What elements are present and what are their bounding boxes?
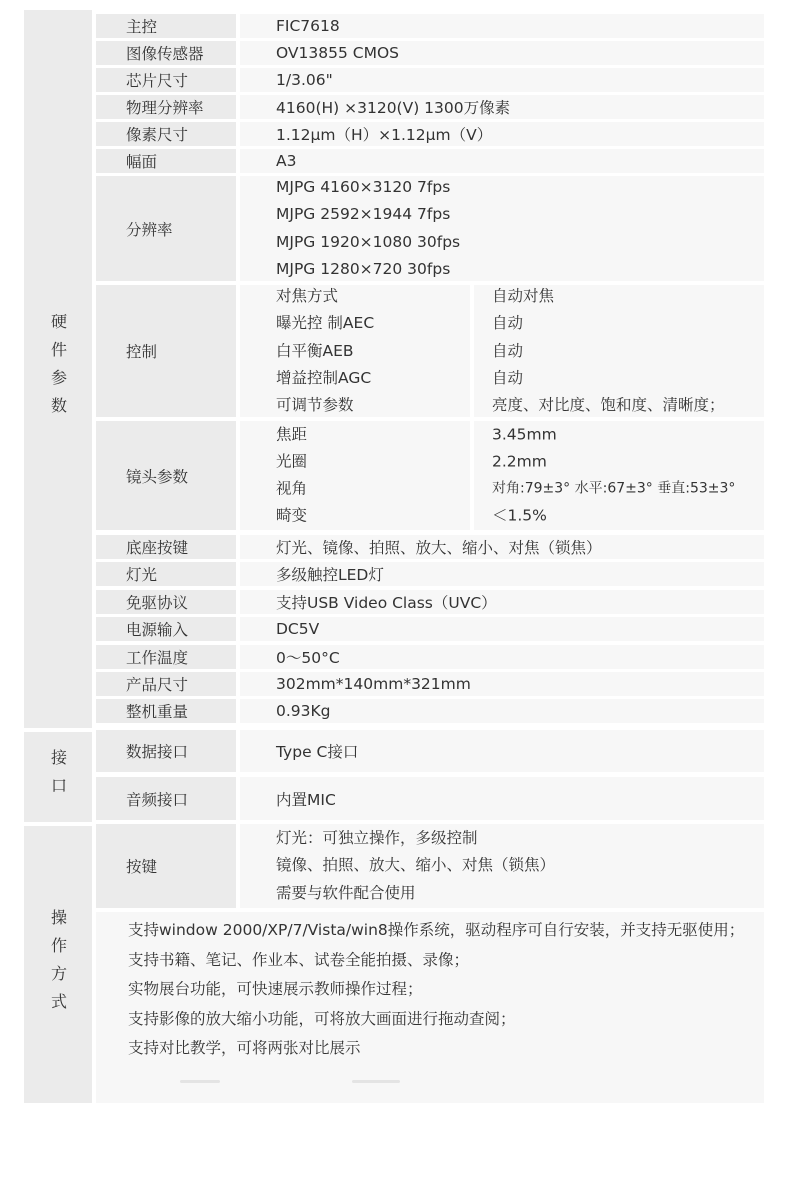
feature-line: 支持对比教学，可将两张对比展示 (128, 1039, 361, 1057)
control-value: 亮度、对比度、饱和度、清晰度； (492, 395, 725, 414)
control-value: 自动 (492, 314, 524, 333)
control-value: 自动对焦 (492, 286, 555, 305)
label-sensor: 图像传感器 (96, 41, 236, 65)
label-audio-port: 音频接口 (96, 777, 236, 820)
label-main-control: 主控 (96, 14, 236, 38)
keys-line: 镜像、拍照、放大、缩小、对焦（锁焦） (276, 856, 556, 875)
resolution-line: MJPG 1280×720 30fps (276, 259, 451, 278)
control-name: 对焦方式 (276, 286, 339, 305)
row-power-input (96, 617, 764, 641)
control-values (474, 285, 764, 417)
lens-value: 3.45mm (492, 424, 557, 443)
value-light: 多级触控LED灯 (240, 562, 764, 586)
row-format (96, 149, 764, 173)
control-name: 曝光控 制AEC (276, 314, 375, 333)
lens-name: 焦距 (276, 424, 308, 443)
value-base-buttons: 灯光、镜像、拍照、放大、缩小、对焦（锁焦） (240, 535, 764, 559)
group-operation-label: 操作方式 (48, 908, 68, 1021)
group-interface (24, 732, 92, 822)
row-lens (96, 421, 764, 530)
label-physical-resolution: 物理分辨率 (96, 95, 236, 119)
row-product-size (96, 672, 764, 696)
label-control: 控制 (96, 285, 236, 417)
row-base-buttons (96, 535, 764, 559)
lens-value: ＜1.5% (492, 506, 547, 525)
label-data-port: 数据接口 (96, 730, 236, 772)
feature-line: 实物展台功能，可快速展示教师操作过程； (128, 980, 423, 998)
label-format: 幅面 (96, 149, 236, 173)
value-main-control: FIC7618 (240, 14, 764, 38)
value-audio-port: 内置MIC (240, 777, 764, 820)
lens-name: 畸变 (276, 506, 308, 525)
label-lens: 镜头参数 (96, 421, 236, 530)
value-sensor: OV13855 CMOS (240, 41, 764, 65)
row-driver-free (96, 590, 764, 614)
label-pixel-size: 像素尺寸 (96, 122, 236, 146)
row-light (96, 562, 764, 586)
label-product-size: 产品尺寸 (96, 672, 236, 696)
label-weight: 整机重量 (96, 699, 236, 723)
resolution-line: MJPG 1920×1080 30fps (276, 232, 461, 251)
label-resolution: 分辨率 (96, 176, 236, 281)
feature-line: 支持书籍、笔记、作业本、试卷全能拍摄、录像； (128, 950, 470, 969)
lens-value: 对角:79±3° 水平:67±3° 垂直:53±3° (492, 480, 736, 497)
lens-name: 光圈 (276, 452, 308, 471)
scan-artifact (180, 1080, 220, 1083)
row-pixel-size (96, 122, 764, 146)
scan-artifact (352, 1080, 400, 1083)
row-chip-size (96, 68, 764, 92)
keys-line: 灯光：可独立操作，多级控制 (276, 828, 478, 847)
value-working-temp: 0～50°C (240, 645, 764, 669)
lens-grid (240, 421, 764, 530)
row-physical-resolution (96, 95, 764, 119)
control-grid (240, 285, 764, 417)
value-chip-size: 1/3.06" (240, 68, 764, 92)
row-sensor (96, 41, 764, 65)
value-physical-resolution: 4160(H) ×3120(V) 1300万像素 (240, 95, 764, 119)
resolution-line: MJPG 4160×3120 7fps (276, 177, 451, 196)
group-hardware-label: 硬件参数 (48, 313, 68, 425)
feature-line: 支持影像的放大缩小功能，可将放大画面进行拖动查阅； (128, 1009, 516, 1028)
value-resolution (240, 176, 764, 281)
feature-line: 支持window 2000/XP/7/Vista/win8操作系统，驱动程序可自行安装，并支持无驱使用； (128, 921, 745, 939)
control-name: 可调节参数 (276, 395, 354, 414)
label-light: 灯光 (96, 562, 236, 586)
label-base-buttons: 底座按键 (96, 535, 236, 559)
group-operation (24, 826, 92, 1103)
control-value: 自动 (492, 341, 524, 360)
label-keys: 按键 (96, 824, 236, 908)
lens-name: 视角 (276, 479, 308, 498)
value-product-size: 302mm*140mm*321mm (240, 672, 764, 696)
value-format: A3 (240, 149, 764, 173)
row-working-temp (96, 645, 764, 669)
row-resolution (96, 176, 764, 281)
label-power-input: 电源输入 (96, 617, 236, 641)
label-driver-free: 免驱协议 (96, 590, 236, 614)
label-working-temp: 工作温度 (96, 645, 236, 669)
control-name: 白平衡AEB (276, 341, 354, 360)
control-names (240, 285, 470, 417)
value-keys (240, 824, 764, 908)
value-data-port: Type C接口 (240, 730, 764, 772)
lens-value: 2.2mm (492, 452, 547, 471)
control-name: 增益控制AGC (276, 368, 372, 387)
row-audio-port (96, 777, 764, 820)
label-chip-size: 芯片尺寸 (96, 68, 236, 92)
operation-features (96, 912, 764, 1103)
value-driver-free: 支持USB Video Class（UVC） (240, 590, 764, 614)
row-main-control (96, 14, 764, 38)
group-interface-label: 接口 (48, 749, 68, 805)
row-keys (96, 824, 764, 908)
row-control (96, 285, 764, 417)
group-hardware (24, 10, 92, 728)
control-value: 自动 (492, 368, 524, 387)
resolution-line: MJPG 2592×1944 7fps (276, 205, 451, 224)
value-pixel-size: 1.12μm（H）×1.12μm（V） (240, 122, 764, 146)
row-data-port (96, 730, 764, 772)
lens-names (240, 421, 470, 530)
keys-line: 需要与软件配合使用 (276, 883, 416, 902)
value-weight: 0.93Kg (240, 699, 764, 723)
value-power-input: DC5V (240, 617, 764, 641)
row-weight (96, 699, 764, 723)
lens-values (474, 421, 764, 530)
